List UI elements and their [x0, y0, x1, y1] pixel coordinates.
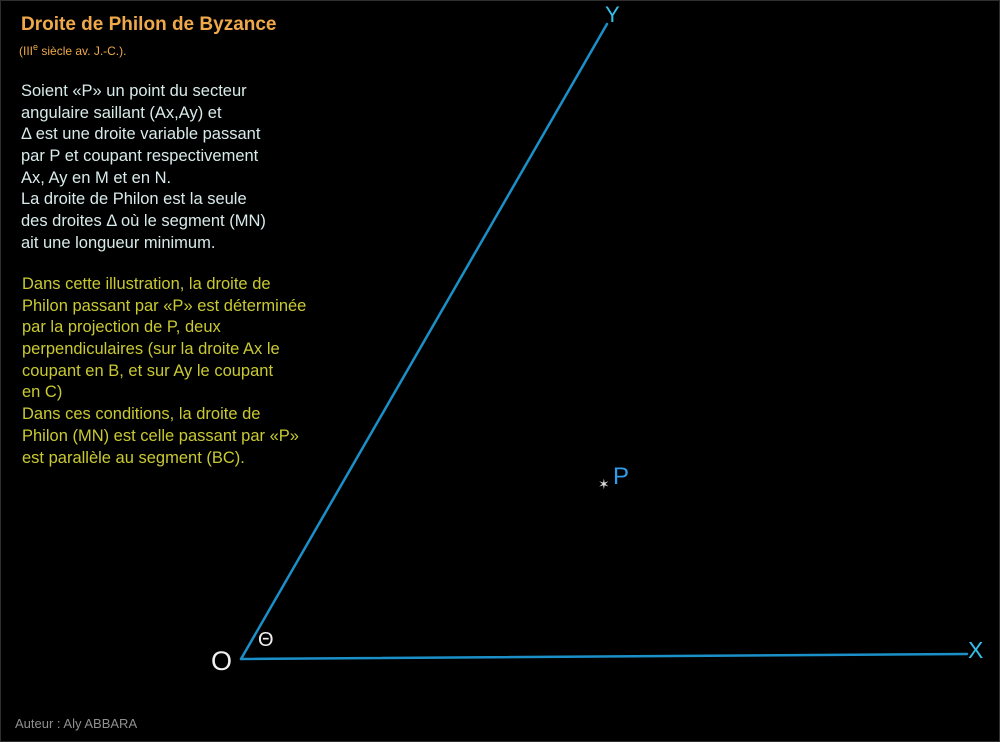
- author-credit: Auteur : Aly ABBARA: [15, 716, 138, 731]
- angle-theta-label: Θ: [258, 629, 274, 651]
- note-line: perpendiculaires (sur la droite Ax le: [22, 340, 280, 359]
- note-line: Dans ces conditions, la droite de: [22, 405, 261, 424]
- description-line: Δ est une droite variable passant: [21, 125, 261, 144]
- description-line: La droite de Philon est la seule: [21, 190, 247, 209]
- point-p-label: P: [613, 463, 630, 490]
- description-line: par P et coupant respectivement: [21, 147, 259, 166]
- x-axis-label: X: [968, 637, 984, 663]
- ray-oy: [241, 24, 607, 659]
- note-line: par la projection de P, deux: [22, 318, 221, 337]
- y-axis-label: Y: [605, 2, 620, 27]
- description-line: Ax, Ay en M et en N.: [21, 168, 172, 187]
- note-line: coupant en B, et sur Ay le coupant: [22, 361, 274, 380]
- ray-ox: [241, 654, 967, 659]
- description-line: ait une longueur minimum.: [21, 233, 216, 252]
- point-p-marker-icon: ✶: [598, 476, 610, 492]
- description-line: Soient «P» un point du secteur: [21, 82, 247, 100]
- note-line: est parallèle au segment (BC).: [22, 448, 245, 467]
- subtitle-suffix: siècle av. J.-C.).: [38, 44, 127, 58]
- page-title: Droite de Philon de Byzance: [21, 14, 277, 35]
- description-line: des droites Δ où le segment (MN): [21, 212, 266, 231]
- note-line: en C): [22, 383, 63, 402]
- subtitle-superscript: e: [33, 42, 39, 52]
- note-line: Philon passant par «P» est déterminée: [22, 296, 307, 315]
- origin-label: O: [211, 646, 233, 676]
- subtitle-prefix: (III: [19, 44, 33, 58]
- angle-sector-figure: [1, 1, 1000, 742]
- note-line: Dans cette illustration, la droite de: [22, 275, 271, 293]
- description-line: angulaire saillant (Ax,Ay) et: [21, 103, 222, 122]
- note-line: Philon (MN) est celle passant par «P»: [22, 426, 299, 445]
